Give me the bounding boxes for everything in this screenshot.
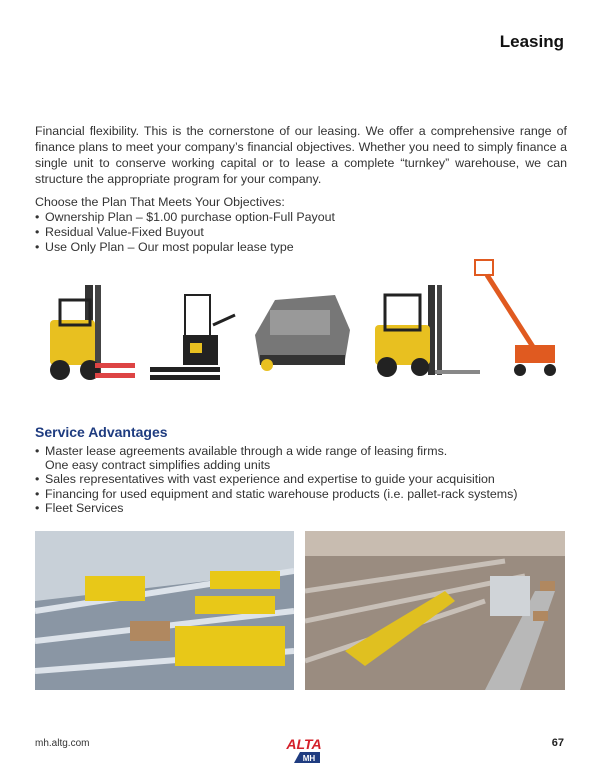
list-item: • Use Only Plan – Our most popular lease type [35, 240, 567, 255]
service-advantages-list [35, 444, 567, 515]
list-item: • Residual Value-Fixed Buyout [35, 225, 567, 240]
page-title: Leasing [499, 32, 564, 51]
list-item: • Financing for used equipment and static warehouse products (i.e. pallet-rack systems) [35, 487, 567, 501]
floor-scrubber-image [255, 295, 350, 371]
list-item: • Ownership Plan – $1.00 purchase option-Full Payout [35, 210, 567, 225]
list-item-text: Master lease agreements available through a wide range of leasing firms. [45, 444, 448, 458]
automated-storage-photo [35, 531, 294, 690]
list-item [35, 444, 567, 472]
alta-mh-logo [284, 735, 324, 765]
pallet-jack-image [150, 295, 235, 380]
intro-paragraph: Financial flexibility. This is the cornerstone of our leasing. We offer a comprehensive range of finance plans to meet your company’s financial objectives. Whether you need to simply finance a single unit to conserve working capital or to lease a complete “turnkey” warehouse, we can structure the appropriate program for your company. [35, 124, 567, 186]
counterbalance-forklift-image [375, 285, 480, 377]
svg-text:ALTA: ALTA [286, 736, 322, 752]
forklift-image [50, 285, 135, 380]
boom-lift-image [475, 260, 556, 376]
service-advantages-heading: Service Advantages [35, 424, 168, 440]
conveyor-warehouse-photo [305, 531, 565, 690]
plans-section [35, 195, 567, 255]
equipment-images [35, 255, 565, 385]
list-item-text: One easy contract simplifies adding units [45, 458, 271, 473]
plans-heading: Choose the Plan That Meets Your Objectives: [35, 195, 285, 209]
footer-url[interactable]: mh.altg.com [35, 738, 90, 749]
svg-text:MH: MH [302, 754, 316, 763]
list-item: • Sales representatives with vast experience and expertise to guide your acquisition [35, 472, 567, 486]
page-number: 67 [551, 737, 564, 749]
list-item: • Fleet Services [35, 501, 567, 515]
